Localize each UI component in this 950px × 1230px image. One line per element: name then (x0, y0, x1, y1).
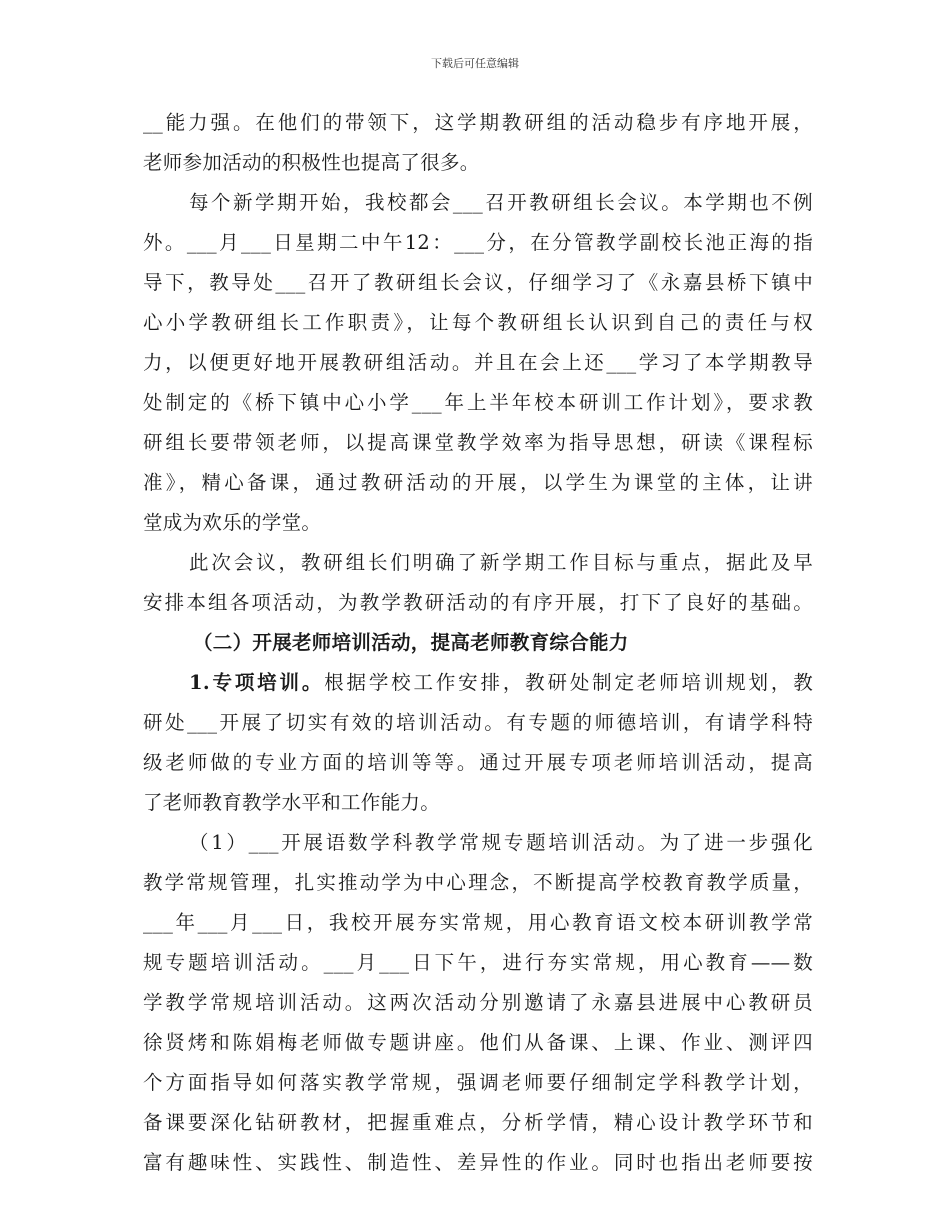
text-line: 堂成为欢乐的学堂。 (143, 511, 322, 534)
page-header: 下载后可任意编辑 (431, 57, 519, 70)
text-line: 外。___月___日星期二中午12：___分，在分管教学副校长池正海的指 (143, 231, 813, 254)
text-line: 研处___开展了切实有效的培训活动。有专题的师德培训，有请学科特 (143, 711, 813, 734)
text-line: 导下，教导处___召开了教研组长会议，仔细学习了《永嘉县桥下镇中 (143, 271, 813, 294)
text-line: 个方面指导如何落实教学常规，强调老师要仔细制定学科教学计划， (143, 1071, 813, 1094)
subsection-lead: 1.专项培训。 (189, 671, 325, 694)
text-line: ___年___月___日，我校开展夯实常规，用心教育语文校本研训教学常 (143, 911, 813, 934)
text-line: 规专题培训活动。___月___日下午，进行夯实常规，用心教育——数 (143, 951, 813, 974)
text-line: 富有趣味性、实践性、制造性、差异性的作业。同时也指出老师要按 (143, 1151, 813, 1174)
text-line: 级老师做的专业方面的培训等等。通过开展专项老师培训活动，提高 (143, 751, 813, 774)
text-line: 心小学教研组长工作职责》，让每个教研组长认识到自己的责任与权 (143, 311, 813, 334)
text-line: 处制定的《桥下镇中心小学___年上半年校本研训工作计划》，要求教 (143, 391, 813, 414)
text-span: 根据学校工作安排，教研处制定老师培训规划，教 (324, 671, 813, 694)
section-heading: （二）开展老师培训活动，提高老师教育综合能力 (193, 631, 629, 654)
document-body (143, 103, 813, 1183)
text-line: 准》，精心备课，通过教研活动的开展，以学生为课堂的主体，让讲 (143, 471, 813, 494)
text-line: __能力强。在他们的带领下，这学期教研组的活动稳步有序地开展， (143, 111, 813, 134)
text-line: 学教学常规培训活动。这两次活动分别邀请了永嘉县进展中心教研员 (143, 991, 813, 1014)
text-line: 力，以便更好地开展教研组活动。并且在会上还___学习了本学期教导 (143, 351, 813, 374)
text-line: 研组长要带领老师，以提高课堂教学效率为指导思想，研读《课程标 (143, 431, 813, 454)
paragraph-first-line: 每个新学期开始，我校都会___召开教研组长会议。本学期也不例 (189, 191, 813, 214)
paragraph-first-line: （1）___开展语数学科教学常规专题培训活动。为了进一步强化 (189, 831, 813, 854)
text-line: 备课要深化钻研教材，把握重难点，分析学情，精心设计教学环节和 (143, 1111, 813, 1134)
text-line: 教学常规管理，扎实推动学为中心理念，不断提高学校教育教学质量， (143, 871, 813, 894)
paragraph-first-line: 此次会议，教研组长们明确了新学期工作目标与重点，据此及早 (189, 551, 813, 574)
paragraph-first-line (143, 663, 813, 703)
text-line: 徐贤烤和陈娟梅老师做专题讲座。他们从备课、上课、作业、测评四 (143, 1031, 813, 1054)
text-line: 老师参加活动的积极性也提高了很多。 (143, 151, 480, 174)
text-line: 了老师教育教学水平和工作能力。 (143, 791, 441, 814)
text-line: 安排本组各项活动，为教学教研活动的有序开展，打下了良好的基础。 (143, 591, 813, 614)
